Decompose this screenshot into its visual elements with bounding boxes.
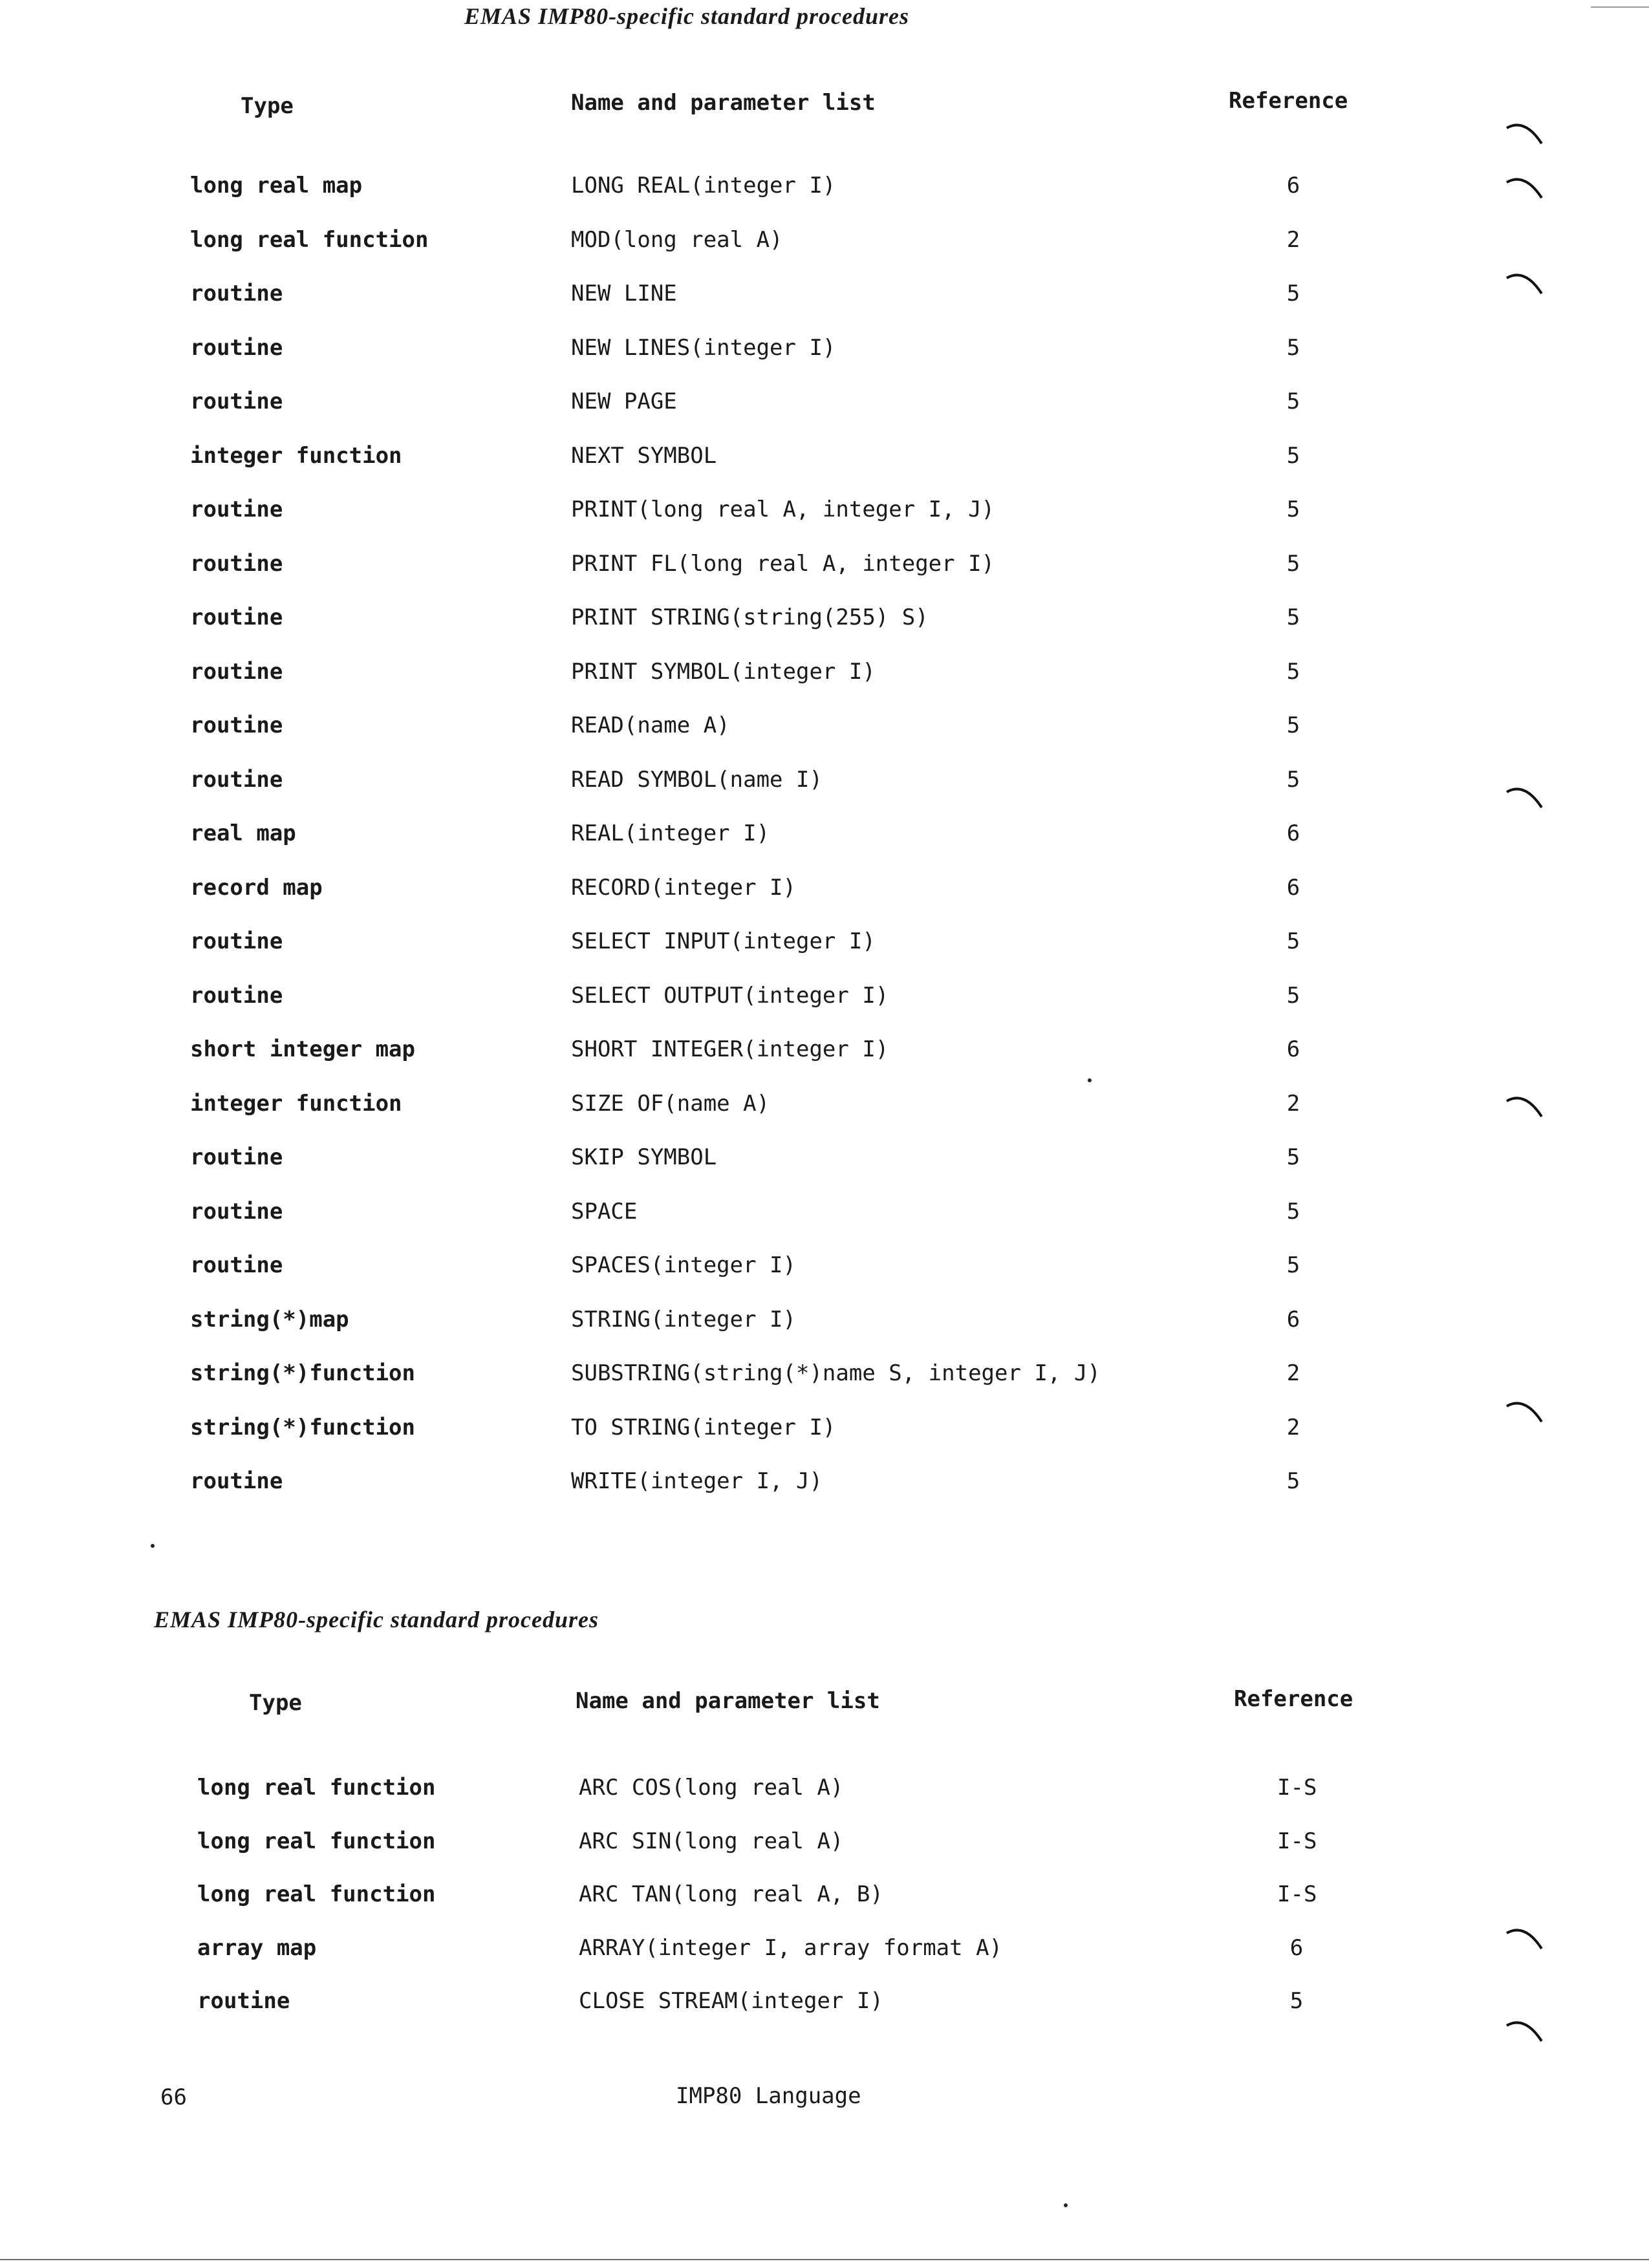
procedure-reference: 5: [1286, 1468, 1300, 1494]
procedure-type: integer function: [190, 442, 402, 469]
procedure-name: SKIP SYMBOL: [571, 1144, 717, 1170]
scan-speck: [151, 1544, 155, 1548]
procedure-name: TO STRING(integer I): [571, 1414, 836, 1440]
procedure-reference: I-S: [1277, 1775, 1317, 1801]
procedure-reference: 5: [1286, 712, 1300, 738]
procedure-type: long real function: [190, 226, 429, 253]
procedure-type: integer function: [190, 1090, 402, 1117]
table-row: [0, 1465, 1649, 1497]
procedure-reference: 6: [1289, 1934, 1304, 1961]
procedure-reference: 5: [1286, 389, 1300, 414]
procedure-reference: I-S: [1277, 1881, 1317, 1907]
binding-mark: [1505, 176, 1543, 202]
procedure-type: array map: [197, 1934, 317, 1961]
procedure-type: routine: [190, 1144, 283, 1170]
table-row: [0, 656, 1649, 688]
table-row: [0, 440, 1649, 472]
table-row: [0, 1411, 1649, 1444]
binding-mark: [1505, 1927, 1543, 1952]
procedure-reference: 5: [1286, 550, 1300, 577]
table-row: [0, 1249, 1649, 1281]
procedure-reference: 2: [1286, 226, 1300, 253]
table-row: [0, 1878, 1649, 1910]
table-row: [0, 1141, 1649, 1173]
procedure-reference: 6: [1286, 173, 1300, 198]
procedure-type: long real map: [190, 173, 363, 198]
procedure-type: routine: [190, 497, 283, 522]
procedure-reference: 5: [1286, 442, 1300, 469]
section-2-header-reference: Reference: [1234, 1686, 1353, 1712]
section-1-header-name: Name and parameter list: [571, 90, 876, 116]
procedure-reference: 6: [1286, 820, 1300, 846]
procedure-type: routine: [190, 1252, 283, 1278]
procedure-name: PRINT(long real A, integer I, J): [571, 497, 995, 522]
procedure-type: routine: [190, 658, 283, 685]
procedure-reference: I-S: [1277, 1828, 1317, 1854]
table-row: [0, 277, 1649, 310]
procedure-reference: 5: [1286, 1144, 1300, 1170]
procedure-name: RECORD(integer I): [571, 874, 796, 901]
procedure-name: SHORT INTEGER(integer I): [571, 1036, 889, 1062]
procedure-reference: 5: [1286, 334, 1300, 361]
table-row: [0, 1087, 1649, 1120]
procedure-name: NEXT SYMBOL: [571, 442, 717, 469]
procedure-name: SELECT INPUT(integer I): [571, 928, 876, 954]
procedure-name: READ(name A): [571, 712, 730, 738]
procedure-name: CLOSE STREAM(integer I): [579, 1988, 883, 2014]
table-row: [0, 925, 1649, 957]
procedure-name: REAL(integer I): [571, 820, 770, 846]
binding-mark: [1505, 1095, 1543, 1120]
procedure-type: routine: [190, 1468, 283, 1494]
procedure-type: string(*)function: [190, 1414, 415, 1440]
procedure-type: string(*)function: [190, 1360, 415, 1386]
procedure-name: PRINT STRING(string(255) S): [571, 604, 929, 630]
binding-mark: [1505, 786, 1543, 811]
table-row: [0, 1195, 1649, 1228]
book-title: IMP80 Language: [676, 2083, 861, 2109]
procedure-name: NEW LINE: [571, 281, 677, 306]
procedure-reference: 5: [1286, 604, 1300, 630]
procedure-reference: 6: [1286, 874, 1300, 901]
procedure-type: routine: [190, 928, 283, 954]
table-row: [0, 709, 1649, 742]
procedure-name: ARRAY(integer I, array format A): [579, 1934, 1003, 1961]
procedure-type: long real function: [197, 1775, 436, 1801]
procedure-name: WRITE(integer I, J): [571, 1468, 823, 1494]
procedure-name: LONG REAL(integer I): [571, 173, 836, 198]
binding-mark: [1505, 1400, 1543, 1426]
procedure-type: routine: [190, 1198, 283, 1225]
procedure-reference: 6: [1286, 1036, 1300, 1062]
table-row: [0, 1357, 1649, 1389]
binding-mark: [1505, 272, 1543, 297]
procedure-reference: 5: [1286, 928, 1300, 954]
table-row: [0, 1303, 1649, 1336]
procedure-reference: 5: [1286, 497, 1300, 522]
procedure-name: ARC TAN(long real A, B): [579, 1881, 883, 1907]
procedure-name: STRING(integer I): [571, 1306, 796, 1332]
procedure-name: SPACES(integer I): [571, 1252, 796, 1278]
procedure-name: SPACE: [571, 1198, 638, 1225]
procedure-type: short integer map: [190, 1036, 415, 1062]
section-1-header-type: Type: [241, 93, 294, 119]
procedure-type: routine: [190, 281, 283, 306]
procedure-reference: 5: [1286, 766, 1300, 793]
scan-speck: [1088, 1078, 1092, 1082]
table-row: [0, 1985, 1649, 2017]
table-row: [0, 1033, 1649, 1065]
procedure-reference: 5: [1289, 1988, 1304, 2014]
procedure-name: MOD(long real A): [571, 226, 783, 253]
corner-rule: [1591, 6, 1649, 8]
procedure-reference: 2: [1286, 1360, 1300, 1386]
procedure-type: routine: [190, 604, 283, 630]
table-row: [0, 817, 1649, 850]
procedure-name: NEW LINES(integer I): [571, 334, 836, 361]
procedure-name: SELECT OUTPUT(integer I): [571, 982, 889, 1009]
table-row: [0, 169, 1649, 202]
procedure-type: routine: [190, 550, 283, 577]
scan-speck: [1064, 2203, 1068, 2207]
procedure-name: ARC COS(long real A): [579, 1775, 844, 1801]
procedure-name: SIZE OF(name A): [571, 1090, 770, 1117]
procedure-reference: 5: [1286, 1252, 1300, 1278]
section-2-header-name: Name and parameter list: [576, 1688, 880, 1714]
procedure-type: routine: [190, 389, 283, 414]
procedure-reference: 5: [1286, 658, 1300, 685]
procedure-type: routine: [190, 334, 283, 361]
procedure-type: string(*)map: [190, 1306, 349, 1332]
procedure-name: NEW PAGE: [571, 389, 677, 414]
procedure-name: PRINT FL(long real A, integer I): [571, 550, 995, 577]
table-row: [0, 332, 1649, 364]
procedure-reference: 5: [1286, 1198, 1300, 1225]
procedure-reference: 2: [1286, 1090, 1300, 1117]
procedure-type: long real function: [197, 1828, 436, 1854]
procedure-name: READ SYMBOL(name I): [571, 766, 823, 793]
procedure-reference: 2: [1286, 1414, 1300, 1440]
procedure-reference: 5: [1286, 982, 1300, 1009]
procedure-type: routine: [190, 982, 283, 1009]
procedure-type: routine: [197, 1988, 290, 2014]
procedure-name: PRINT SYMBOL(integer I): [571, 658, 876, 685]
procedure-name: SUBSTRING(string(*)name S, integer I, J): [571, 1360, 1101, 1386]
table-row: [0, 601, 1649, 634]
section-2-header-type: Type: [249, 1690, 302, 1716]
procedure-type: real map: [190, 820, 296, 846]
bottom-rule: [0, 2259, 1649, 2260]
table-row: [0, 1771, 1649, 1804]
page-number: 66: [160, 2084, 187, 2110]
table-row: [0, 979, 1649, 1012]
procedure-type: record map: [190, 874, 323, 901]
procedure-type: long real function: [197, 1881, 436, 1907]
table-row: [0, 493, 1649, 526]
section-1-header-reference: Reference: [1229, 88, 1348, 114]
procedure-reference: 6: [1286, 1306, 1300, 1332]
table-row: [0, 548, 1649, 580]
table-row: [0, 1825, 1649, 1857]
procedure-type: routine: [190, 712, 283, 738]
table-row: [0, 872, 1649, 904]
table-row: [0, 764, 1649, 796]
procedure-reference: 5: [1286, 281, 1300, 306]
procedure-name: ARC SIN(long real A): [579, 1828, 844, 1854]
table-row: [0, 385, 1649, 418]
procedure-type: routine: [190, 766, 283, 793]
binding-mark: [1505, 2019, 1543, 2045]
section-2-title: EMAS IMP80-specific standard procedures: [154, 1607, 599, 1632]
table-row: [0, 224, 1649, 256]
section-1-title: EMAS IMP80-specific standard procedures: [464, 3, 910, 29]
binding-mark: [1505, 122, 1543, 147]
table-row: [0, 1932, 1649, 1964]
